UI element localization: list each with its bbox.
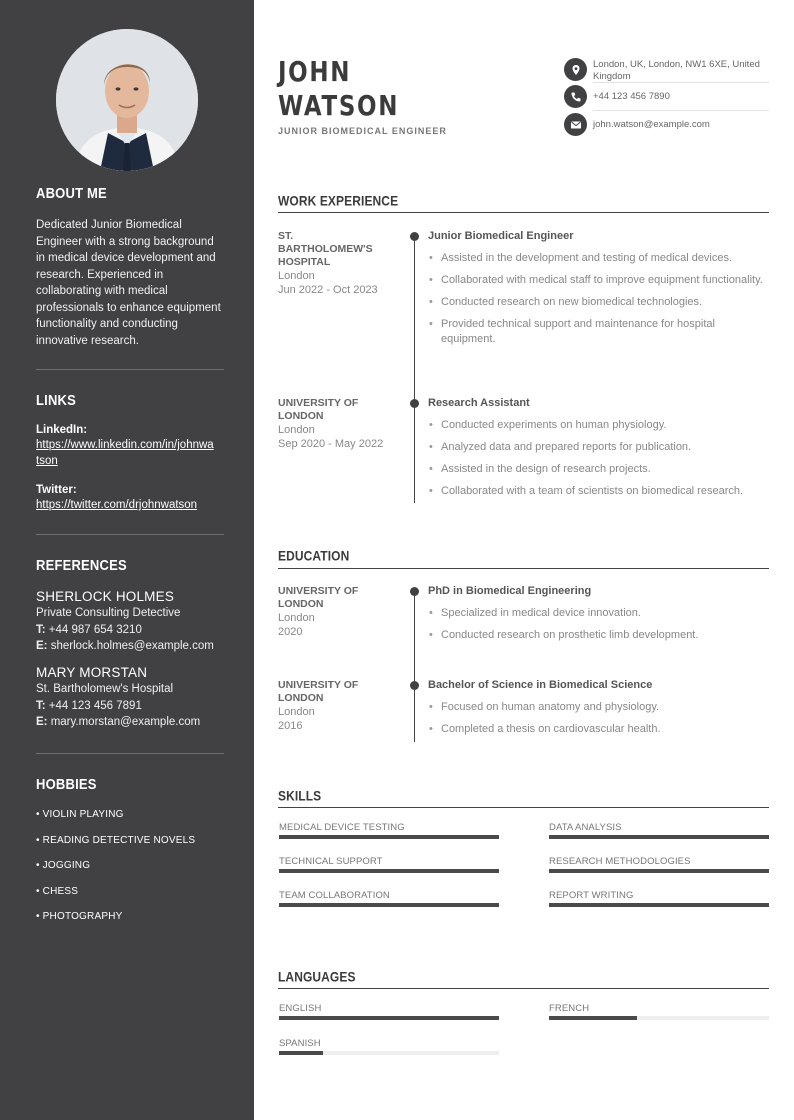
hobby-item: • VIOLIN PLAYING — [36, 809, 124, 820]
skill-name: TEAM COLLABORATION — [279, 890, 390, 901]
entry-dates: 2016 — [278, 720, 303, 732]
entry-organization: UNIVERSITY OF LONDON — [278, 397, 359, 422]
contact-address — [564, 58, 769, 84]
entry-bullet: • Conducted research on prosthetic limb development. — [428, 628, 770, 643]
entry-bullet: • Assisted in the development and testing of medical devices. — [428, 251, 770, 266]
link-url-twitter[interactable]: https://twitter.com/drjohnwatson — [36, 499, 198, 511]
skill-item — [279, 822, 499, 833]
skill-name: DATA ANALYSIS — [549, 822, 622, 833]
reference-email-value: sherlock.holmes@example.com — [50, 640, 214, 652]
section-rule — [278, 988, 769, 989]
language-item — [279, 1003, 499, 1014]
email-prefix: E: — [36, 716, 48, 728]
entry-bullet: • Assisted in the design of research projects. — [428, 462, 770, 477]
reference-role: Private Consulting Detective — [36, 607, 181, 619]
email-prefix: E: — [36, 640, 48, 652]
entry-role: Bachelor of Science in Biomedical Science — [428, 679, 653, 691]
entry-organization: ST. BARTHOLOMEW'S HOSPITAL — [278, 230, 373, 268]
entry-bullet: • Conducted experiments on human physiology. — [428, 418, 770, 433]
contact-divider — [564, 82, 769, 84]
references-heading: REFERENCES — [36, 556, 127, 574]
hobby-item: • PHOTOGRAPHY — [36, 911, 123, 922]
envelope-icon — [564, 113, 587, 136]
about-text: Dedicated Junior Biomedical Engineer with a strong background in medical device development and research. Experienced in collaborating with medical professionals to enhance equipment functionality and conducting innovative research. — [36, 219, 221, 347]
skill-bar-fill — [549, 835, 769, 839]
timeline-dot — [410, 399, 419, 408]
skill-item — [279, 856, 499, 867]
phone-prefix: T: — [36, 699, 46, 712]
link-url-linkedin[interactable]: https://www.linkedin.com/in/johnwatson — [36, 439, 214, 467]
full-name — [278, 55, 399, 123]
reference-role: St. Bartholomew's Hospital — [36, 683, 174, 695]
timeline-dot — [410, 587, 419, 596]
skill-bar-fill — [279, 835, 499, 839]
timeline-line — [414, 236, 415, 503]
language-bar-fill — [279, 1016, 499, 1020]
link-label: Twitter: — [36, 484, 77, 496]
entry-bullet: • Conducted research on new biomedical technologies. — [428, 295, 770, 310]
reference-phone-value: +44 987 654 3210 — [48, 623, 142, 636]
language-item — [279, 1038, 499, 1049]
entry-dates: Jun 2022 - Oct 2023 — [278, 284, 378, 296]
sidebar-divider — [36, 534, 224, 535]
entry-bullet: • Analyzed data and prepared reports for publication. — [428, 440, 770, 455]
work-entry-meta — [278, 397, 398, 451]
language-bar — [279, 1016, 499, 1020]
entry-dates: Sep 2020 - May 2022 — [278, 438, 384, 450]
entry-dates: 2020 — [278, 626, 303, 638]
language-item — [549, 1003, 769, 1014]
language-name: SPANISH — [279, 1038, 321, 1049]
link-label: LinkedIn: — [36, 424, 88, 436]
skill-bar — [279, 835, 499, 839]
skill-bar-fill — [279, 903, 499, 907]
reference-phone — [36, 698, 224, 715]
hobbies-section — [36, 775, 224, 793]
timeline-dot — [410, 232, 419, 241]
entry-bullet: • Specialized in medical device innovation. — [428, 606, 770, 621]
entry-organization: UNIVERSITY OF LONDON — [278, 585, 359, 610]
reference-email — [36, 714, 224, 731]
entry-bullet: • Completed a thesis on cardiovascular health. — [428, 722, 770, 737]
entry-organization: UNIVERSITY OF LONDON — [278, 679, 359, 704]
entry-role: Junior Biomedical Engineer — [428, 230, 574, 242]
sidebar-divider — [36, 369, 224, 370]
contact-email — [564, 113, 769, 137]
contact-rule — [593, 110, 769, 111]
contact-divider — [564, 110, 769, 112]
entry-bullet: • Collaborated with a team of scientists on biomedical research. — [428, 484, 770, 499]
entry-location: London — [278, 612, 315, 624]
links-section — [36, 391, 224, 409]
skill-bar — [549, 903, 769, 907]
education-entry-meta — [278, 585, 398, 639]
skill-bar-fill — [549, 903, 769, 907]
reference-phone-value: +44 123 456 7891 — [48, 699, 142, 712]
profile-photo — [56, 29, 198, 171]
phone-icon — [564, 85, 587, 108]
skill-item — [549, 890, 769, 901]
entry-bullet: • Collaborated with medical staff to improve equipment functionality. — [428, 273, 770, 288]
location-pin-icon — [564, 58, 587, 81]
entry-location: London — [278, 424, 315, 436]
language-bar-fill — [279, 1051, 323, 1055]
hobbies-heading: HOBBIES — [36, 775, 97, 793]
skill-item — [549, 822, 769, 833]
skill-name: MEDICAL DEVICE TESTING — [279, 822, 405, 833]
languages-heading: LANGUAGES — [278, 969, 356, 986]
reference-email — [36, 638, 224, 655]
entry-role: PhD in Biomedical Engineering — [428, 585, 592, 597]
skill-bar — [549, 869, 769, 873]
contact-phone-text: +44 123 456 7890 — [593, 91, 670, 102]
work-entry-meta — [278, 230, 398, 297]
sidebar-divider — [36, 753, 224, 754]
skill-bar — [279, 903, 499, 907]
timeline-line — [414, 591, 415, 742]
about-section — [36, 184, 224, 202]
work-heading: WORK EXPERIENCE — [278, 193, 399, 210]
reference-phone — [36, 622, 224, 639]
skill-name: REPORT WRITING — [549, 890, 634, 901]
entry-location: London — [278, 270, 315, 282]
phone-prefix: T: — [36, 623, 46, 636]
job-title: JUNIOR BIOMEDICAL ENGINEER — [278, 126, 447, 136]
entry-location: London — [278, 706, 315, 718]
skill-item — [549, 856, 769, 867]
entry-bullet: • Provided technical support and maintenance for hospital equipment. — [428, 317, 770, 347]
skills-heading: SKILLS — [278, 788, 322, 805]
first-name: JOHN — [278, 55, 352, 88]
language-name: ENGLISH — [279, 1003, 322, 1014]
sidebar — [0, 0, 254, 1120]
entry-role: Research Assistant — [428, 397, 530, 409]
skill-name: RESEARCH METHODOLOGIES — [549, 856, 691, 867]
contact-address-text: London, UK, London, NW1 6XE, United Kingdom — [593, 59, 760, 82]
link-item-linkedin — [36, 424, 224, 469]
skill-bar-fill — [279, 869, 499, 873]
link-item-twitter — [36, 484, 224, 514]
references-section — [36, 556, 224, 574]
skill-name: TECHNICAL SUPPORT — [279, 856, 383, 867]
language-bar-fill — [549, 1016, 637, 1020]
language-bar — [549, 1016, 769, 1020]
skill-bar — [279, 869, 499, 873]
contact-email-text[interactable]: john.watson@example.com — [593, 119, 710, 130]
skill-item — [279, 890, 499, 901]
work-entry-details — [428, 230, 770, 347]
section-rule — [278, 568, 769, 569]
about-heading: ABOUT ME — [36, 184, 107, 202]
reference-item — [36, 589, 224, 655]
entry-bullet: • Focused on human anatomy and physiology. — [428, 700, 770, 715]
last-name: WATSON — [278, 89, 400, 122]
education-entry-details — [428, 585, 770, 643]
education-heading: EDUCATION — [278, 548, 350, 565]
reference-name: MARY MORSTAN — [36, 665, 148, 680]
skill-bar — [549, 835, 769, 839]
reference-name: SHERLOCK HOLMES — [36, 589, 175, 604]
hobbies-list — [36, 809, 224, 937]
reference-item — [36, 665, 224, 731]
hobby-item: • JOGGING — [36, 860, 91, 871]
reference-email-value: mary.morstan@example.com — [50, 716, 201, 728]
about-body — [36, 217, 224, 349]
language-name: FRENCH — [549, 1003, 590, 1014]
section-rule — [278, 212, 769, 213]
contact-phone — [564, 85, 769, 109]
timeline-dot — [410, 681, 419, 690]
language-bar — [279, 1051, 499, 1055]
education-entry-meta — [278, 679, 398, 733]
education-entry-details — [428, 679, 770, 737]
section-rule — [278, 807, 769, 808]
skill-bar-fill — [549, 869, 769, 873]
contact-rule — [593, 82, 769, 83]
hobby-item: • READING DETECTIVE NOVELS — [36, 834, 196, 846]
hobby-item: • CHESS — [36, 885, 79, 897]
work-entry-details — [428, 397, 770, 499]
links-heading: LINKS — [36, 391, 76, 409]
